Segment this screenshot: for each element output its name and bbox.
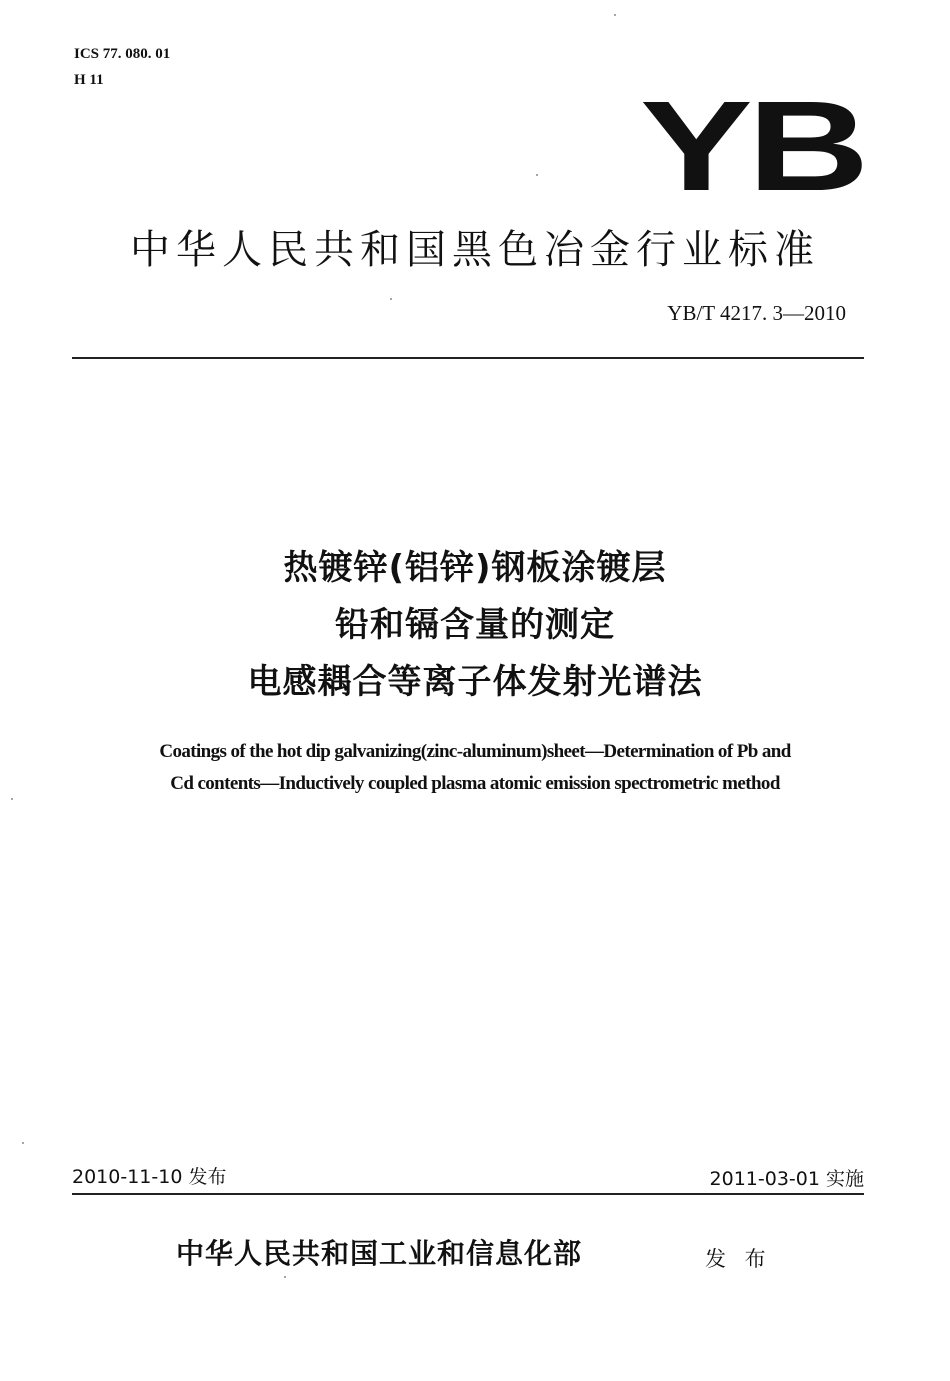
org-title: 中华人民共和国黑色冶金行业标准	[130, 227, 820, 273]
standard-number: YB/T 4217. 3—2010	[667, 301, 846, 325]
publisher-name: 中华人民共和国工业和信息化部	[176, 1237, 583, 1270]
chinese-title-line-3: 电感耦合等离子体发射光谱法	[247, 662, 703, 702]
chinese-title-line-2: 铅和镉含量的测定	[335, 605, 615, 645]
footer-divider	[72, 1193, 864, 1195]
english-title-line-2: Cd contents—Inductively coupled plasma atomic emission spectrometric method	[170, 773, 780, 794]
scan-speck	[11, 798, 13, 800]
english-title-line-1: Coatings of the hot dip galvanizing(zinc-aluminum)sheet—Determination of Pb and	[159, 741, 791, 762]
scan-speck	[22, 1142, 24, 1144]
chinese-title-line-1: 热镀锌(铝锌)钢板涂镀层	[283, 548, 667, 588]
issue-date: 2010-11-10 发布	[72, 1166, 227, 1188]
english-title	[70, 736, 880, 800]
classification-code: H 11	[74, 72, 104, 88]
ics-code: ICS 77. 080. 01	[74, 46, 171, 62]
scan-speck	[536, 174, 538, 176]
implementation-date: 2011-03-01 实施	[709, 1168, 864, 1190]
publish-label: 发 布	[705, 1247, 772, 1271]
scan-speck	[614, 14, 616, 16]
chinese-title	[60, 540, 890, 711]
scan-speck	[284, 1276, 286, 1278]
scan-speck	[390, 298, 392, 300]
yb-logo: YB	[640, 75, 865, 218]
header-divider	[72, 357, 864, 359]
